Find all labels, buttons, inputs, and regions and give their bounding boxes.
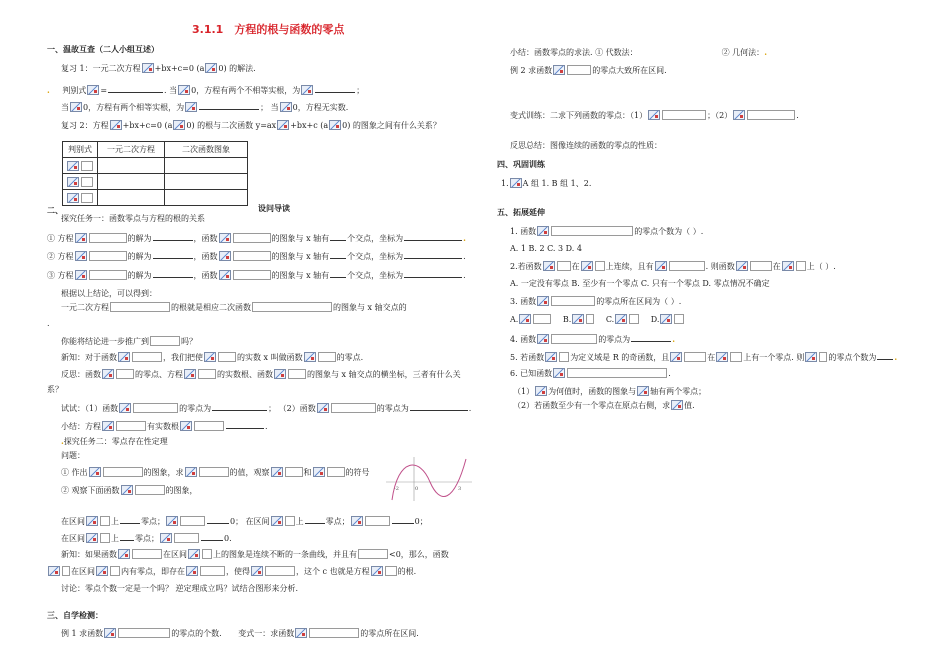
formula-icon bbox=[180, 421, 192, 431]
formula-box bbox=[327, 467, 345, 477]
bullet-dot: . bbox=[61, 436, 64, 446]
formula-box bbox=[116, 421, 146, 431]
problem-3: 3. 函数 的零点所在区间为（ ）. bbox=[510, 297, 682, 306]
task-2-heading: .探究任务二：零点存在性定理 bbox=[61, 436, 168, 446]
formula-box bbox=[110, 566, 120, 576]
blank[interactable] bbox=[330, 232, 346, 241]
formula-icon bbox=[188, 549, 200, 559]
table-header: 判别式 bbox=[63, 142, 98, 158]
formula-icon bbox=[121, 485, 133, 495]
formula-icon bbox=[317, 403, 329, 413]
bullet-dot: . bbox=[463, 233, 466, 243]
formula-icon bbox=[716, 352, 728, 362]
tick-label: 3 bbox=[458, 486, 462, 492]
formula-icon bbox=[96, 566, 108, 576]
formula-icon bbox=[671, 400, 683, 410]
bullet-dot: . bbox=[47, 85, 50, 95]
blank[interactable] bbox=[404, 232, 462, 241]
blank[interactable] bbox=[201, 532, 223, 541]
page-title: 3.1.1 方程的根与函数的零点 bbox=[192, 23, 345, 36]
formula-icon bbox=[637, 386, 649, 396]
formula-icon bbox=[670, 352, 682, 362]
problem-6-part-2: （2）若函数至少有一个零点在原点右侧，求 值. bbox=[513, 401, 695, 410]
problem-2: 2.若函数 在 上连续，且有 . 则函数 在 上（ ）. bbox=[510, 262, 836, 271]
formula-icon bbox=[615, 314, 627, 324]
formula-box bbox=[150, 336, 180, 346]
formula-icon bbox=[219, 270, 231, 280]
section-1-heading: 一、温故互查（二人小组互述） bbox=[47, 45, 159, 54]
formula-icon bbox=[543, 261, 555, 271]
formula-icon bbox=[67, 193, 79, 203]
blank[interactable] bbox=[207, 515, 229, 524]
case-3: ③ 方程 的解为 ，函数 的图象与 x 轴有 个交点，坐标为 . bbox=[47, 271, 466, 280]
formula-icon bbox=[102, 421, 114, 431]
example-2: 例 2 求函数 的零点大致所在区间. bbox=[510, 66, 667, 75]
formula-icon bbox=[87, 85, 99, 95]
formula-icon bbox=[185, 102, 197, 112]
formula-icon bbox=[351, 516, 363, 526]
formula-icon bbox=[104, 628, 116, 638]
formula-box bbox=[89, 251, 127, 261]
formula-icon bbox=[86, 533, 98, 543]
table-row bbox=[63, 190, 248, 206]
formula-box bbox=[318, 352, 336, 362]
table-header: 二次函数图象 bbox=[165, 142, 248, 158]
formula-box bbox=[132, 549, 162, 559]
formula-box bbox=[233, 270, 271, 280]
formula-icon bbox=[219, 251, 231, 261]
formula-icon bbox=[178, 85, 190, 95]
formula-box bbox=[533, 314, 551, 324]
review-1: 复习 1：一元二次方程 +bx+c=0 (a 0) 的解法. bbox=[61, 64, 256, 73]
interval-line-2: 在区间 上 零点； 0. bbox=[61, 534, 232, 543]
formula-box bbox=[567, 65, 591, 75]
formula-box bbox=[100, 516, 110, 526]
formula-box bbox=[62, 566, 70, 576]
problem-6: 6. 已知函数 . bbox=[510, 369, 671, 378]
question-1: ① 作出 的图象，求 的值，观察 和 的符号 bbox=[61, 468, 370, 477]
formula-box bbox=[309, 628, 359, 638]
formula-box bbox=[551, 296, 595, 306]
review-2: 复习 2：方程 +bx+c=0 (a 0) 的根与二次函数 y=ax +bx+c (a 0) 的图象之间有什么关系？ bbox=[61, 121, 441, 130]
formula-box bbox=[669, 261, 705, 271]
formula-icon bbox=[545, 352, 557, 362]
formula-icon bbox=[102, 369, 114, 379]
formula-box bbox=[662, 110, 706, 120]
formula-box bbox=[331, 403, 376, 413]
function-curve bbox=[392, 459, 466, 500]
formula-icon bbox=[75, 270, 87, 280]
blank[interactable] bbox=[212, 402, 267, 411]
formula-box bbox=[218, 352, 236, 362]
formula-box bbox=[174, 533, 199, 543]
blank[interactable] bbox=[153, 250, 193, 259]
formula-box bbox=[365, 516, 390, 526]
formula-icon bbox=[160, 533, 172, 543]
formula-icon bbox=[313, 467, 325, 477]
formula-icon bbox=[251, 566, 263, 576]
blank[interactable] bbox=[153, 232, 193, 241]
formula-box bbox=[285, 516, 295, 526]
formula-box bbox=[567, 368, 667, 378]
discriminant-line-2: 当 0，方程有两个相等实根，为 ； 当 0，方程无实数. bbox=[61, 103, 349, 112]
formula-icon bbox=[271, 467, 283, 477]
formula-icon bbox=[736, 261, 748, 271]
problem-4: 4. 函数 的零点为 . bbox=[510, 334, 675, 344]
formula-icon bbox=[304, 352, 316, 362]
formula-icon bbox=[110, 120, 122, 130]
blank[interactable] bbox=[305, 515, 325, 524]
key-statement-end: . bbox=[47, 319, 50, 328]
formula-icon bbox=[119, 403, 131, 413]
formula-icon bbox=[271, 516, 283, 526]
table-row bbox=[63, 158, 248, 174]
problem-3-options: A. B. C. D. bbox=[510, 314, 685, 325]
blank[interactable] bbox=[120, 532, 134, 541]
formula-icon bbox=[86, 516, 98, 526]
formula-icon bbox=[519, 314, 531, 324]
formula-icon bbox=[295, 628, 307, 638]
formula-box bbox=[194, 421, 224, 431]
formula-icon bbox=[277, 120, 289, 130]
formula-icon bbox=[733, 110, 745, 120]
discussion: 讨论：零点个数一定是一个吗？ 逆定理成立吗？试结合图形来分析. bbox=[61, 584, 299, 593]
formula-box bbox=[674, 314, 684, 324]
formula-box bbox=[796, 261, 806, 271]
formula-icon bbox=[142, 63, 154, 73]
blank[interactable] bbox=[81, 161, 93, 171]
formula-icon bbox=[48, 566, 60, 576]
formula-box bbox=[750, 261, 772, 271]
bullet-dot: . bbox=[894, 352, 898, 362]
formula-box bbox=[135, 485, 165, 495]
question-label: 问题： bbox=[61, 451, 85, 460]
blank[interactable] bbox=[108, 84, 163, 93]
formula-icon bbox=[118, 352, 130, 362]
formula-box bbox=[586, 314, 594, 324]
blank[interactable] bbox=[315, 84, 355, 93]
blank[interactable] bbox=[392, 515, 414, 524]
formula-box bbox=[252, 302, 332, 312]
formula-icon bbox=[660, 314, 672, 324]
formula-box bbox=[133, 403, 178, 413]
formula-icon bbox=[537, 226, 549, 236]
problem-6-part-1: （1） 为何值时，函数的图象与 轴有两个零点； bbox=[513, 387, 707, 396]
summary-methods: 小结：函数零点的求法. ① 代数法： ② 几何法：. bbox=[510, 47, 767, 57]
formula-icon bbox=[75, 233, 87, 243]
theorem-line-1: 新知：如果函数 在区间 上的图象是连续不断的一条曲线，并且有 <0，那么，函数 bbox=[61, 550, 449, 559]
blank[interactable] bbox=[410, 402, 468, 411]
reflection-end: 系？ bbox=[47, 385, 63, 394]
formula-icon bbox=[581, 261, 593, 271]
problem-2-options: A. 一定没有零点 B. 至少有一个零点 C. 只有一个零点 D. 零点情况不确定 bbox=[510, 279, 770, 288]
try-it: 试试：（1）函数 的零点为 ； （2）函数 的零点为 . bbox=[61, 404, 472, 413]
formula-box bbox=[551, 334, 597, 344]
formula-icon bbox=[185, 467, 197, 477]
problem-1-options: A. 1 B. 2 C. 3 D. 4 bbox=[510, 244, 582, 253]
formula-box bbox=[103, 467, 143, 477]
cubic-function-graph bbox=[384, 455, 474, 503]
formula-box bbox=[730, 352, 742, 362]
reflection: 反思：函数 的零点、方程 的实数根、函数 的图象与 x 轴交点的横坐标，三者有什么关 bbox=[61, 370, 461, 379]
formula-box bbox=[110, 302, 170, 312]
summary: 小结：方程 有实数根 . bbox=[61, 422, 268, 431]
section-2-subtitle: 设问导读 bbox=[258, 204, 290, 213]
formula-box bbox=[285, 467, 303, 477]
formula-box bbox=[551, 226, 633, 236]
formula-icon bbox=[537, 296, 549, 306]
theorem-line-2: 在区间 内有零点，即存在 ，使得 ，这个 c 也就是方程 的根. bbox=[47, 566, 416, 577]
blank[interactable] bbox=[81, 177, 93, 187]
formula-icon bbox=[274, 369, 286, 379]
blank[interactable] bbox=[120, 515, 140, 524]
formula-box bbox=[132, 352, 162, 362]
blank[interactable] bbox=[226, 420, 264, 429]
tick-label: 0 bbox=[415, 486, 419, 492]
variant-training: 变式训练：二求下列函数的零点：（1） ；（2） . bbox=[510, 111, 799, 120]
section-3-heading: 三、自学检测： bbox=[47, 611, 103, 620]
formula-icon bbox=[553, 368, 565, 378]
formula-icon bbox=[166, 516, 178, 526]
blank[interactable] bbox=[199, 101, 259, 110]
formula-icon bbox=[204, 352, 216, 362]
formula-icon bbox=[782, 261, 794, 271]
table-row bbox=[63, 174, 248, 190]
blank[interactable] bbox=[330, 250, 346, 259]
formula-icon bbox=[70, 102, 82, 112]
interval-line-1: 在区间 上 零点； 0； 在区间 上 零点； 0； bbox=[61, 517, 428, 526]
blank[interactable] bbox=[81, 193, 93, 203]
formula-box bbox=[180, 516, 205, 526]
formula-icon bbox=[510, 178, 522, 188]
formula-box bbox=[202, 549, 212, 559]
formula-icon bbox=[535, 386, 547, 396]
formula-icon bbox=[173, 120, 185, 130]
example-1: 例 1 求函数 的零点的个数. 变式一：求函数 的零点所在区间. bbox=[61, 629, 419, 638]
formula-box bbox=[557, 261, 571, 271]
formula-box bbox=[118, 628, 170, 638]
formula-box bbox=[116, 369, 134, 379]
blank[interactable] bbox=[153, 269, 193, 278]
formula-box bbox=[288, 369, 306, 379]
problem-1: 1. 函数 的零点个数为（ ）. bbox=[510, 227, 704, 236]
blank[interactable] bbox=[877, 351, 893, 360]
reflection-summary: 反思总结：图像连续的函数的零点的性质： bbox=[510, 141, 662, 150]
key-statement: 一元二次方程 的根就是相应二次函数 的图象与 x 轴交点的 bbox=[61, 303, 407, 312]
formula-icon bbox=[67, 177, 79, 187]
section-5-heading: 五、拓展延伸 bbox=[497, 208, 545, 217]
formula-icon bbox=[371, 566, 383, 576]
section-4-heading: 四、巩固训练 bbox=[497, 160, 545, 169]
formula-box bbox=[200, 566, 225, 576]
formula-icon bbox=[205, 63, 217, 73]
formula-icon bbox=[648, 110, 660, 120]
formula-box bbox=[629, 314, 639, 324]
table-header: 一元二次方程 bbox=[98, 142, 165, 158]
comparison-table bbox=[62, 141, 248, 206]
formula-icon bbox=[655, 261, 667, 271]
formula-box bbox=[100, 533, 110, 543]
blank[interactable] bbox=[330, 269, 346, 278]
formula-icon bbox=[537, 334, 549, 344]
new-knowledge-1: 新知：对于函数 ，我们把使 的实数 x 叫做函数 的零点. bbox=[61, 353, 364, 362]
formula-icon bbox=[67, 161, 79, 171]
formula-box bbox=[265, 566, 295, 576]
formula-icon bbox=[301, 85, 313, 95]
formula-icon bbox=[572, 314, 584, 324]
generalize-question: 你能将结论进一步推广到 吗？ bbox=[61, 337, 197, 346]
formula-icon bbox=[553, 65, 565, 75]
case-2: ② 方程 的解为 ，函数 的图象与 x 轴有 个交点，坐标为 . bbox=[47, 252, 466, 261]
formula-box bbox=[198, 369, 216, 379]
formula-box bbox=[559, 352, 569, 362]
formula-icon bbox=[75, 251, 87, 261]
formula-box bbox=[233, 233, 271, 243]
tick-label: -2 bbox=[394, 486, 399, 492]
formula-box bbox=[595, 261, 605, 271]
formula-icon bbox=[184, 369, 196, 379]
task-1-heading: 探究任务一：函数零点与方程的根的关系 bbox=[61, 214, 205, 223]
formula-icon bbox=[329, 120, 341, 130]
formula-box bbox=[199, 467, 229, 477]
formula-icon bbox=[805, 352, 817, 362]
formula-icon bbox=[280, 102, 292, 112]
blank[interactable] bbox=[404, 269, 462, 278]
consolidation-task: 1. A 组 1. B 组 1、2. bbox=[501, 179, 592, 188]
formula-icon bbox=[89, 467, 101, 477]
blank[interactable] bbox=[631, 333, 671, 342]
section-2-heading: 二、 bbox=[47, 206, 63, 215]
case-1: ① 方程 的解为 ，函数 的图象与 x 轴有 个交点，坐标为 . bbox=[47, 233, 466, 243]
formula-box bbox=[89, 233, 127, 243]
formula-box bbox=[684, 352, 706, 362]
formula-box bbox=[747, 110, 795, 120]
formula-box bbox=[358, 549, 388, 559]
conclusion-lead: 根据以上结论，可以得到： bbox=[61, 289, 157, 298]
formula-icon bbox=[219, 233, 231, 243]
formula-box bbox=[89, 270, 127, 280]
formula-icon bbox=[186, 566, 198, 576]
formula-box bbox=[819, 352, 827, 362]
formula-icon bbox=[118, 549, 130, 559]
bullet-dot: . bbox=[672, 334, 675, 344]
bullet-dot: . bbox=[764, 47, 767, 57]
blank[interactable] bbox=[404, 250, 462, 259]
formula-box bbox=[233, 251, 271, 261]
problem-5: 5. 若函数 为定义域是 R 的奇函数，且 在 上有一个零点. 则 的零点个数为 . bbox=[510, 352, 898, 362]
question-2: ② 观察下面函数 的图象， bbox=[61, 486, 198, 495]
formula-box bbox=[385, 566, 397, 576]
discriminant-line: . 判别式 = . 当 0，方程有两个不相等实根，为 ； bbox=[47, 85, 365, 95]
